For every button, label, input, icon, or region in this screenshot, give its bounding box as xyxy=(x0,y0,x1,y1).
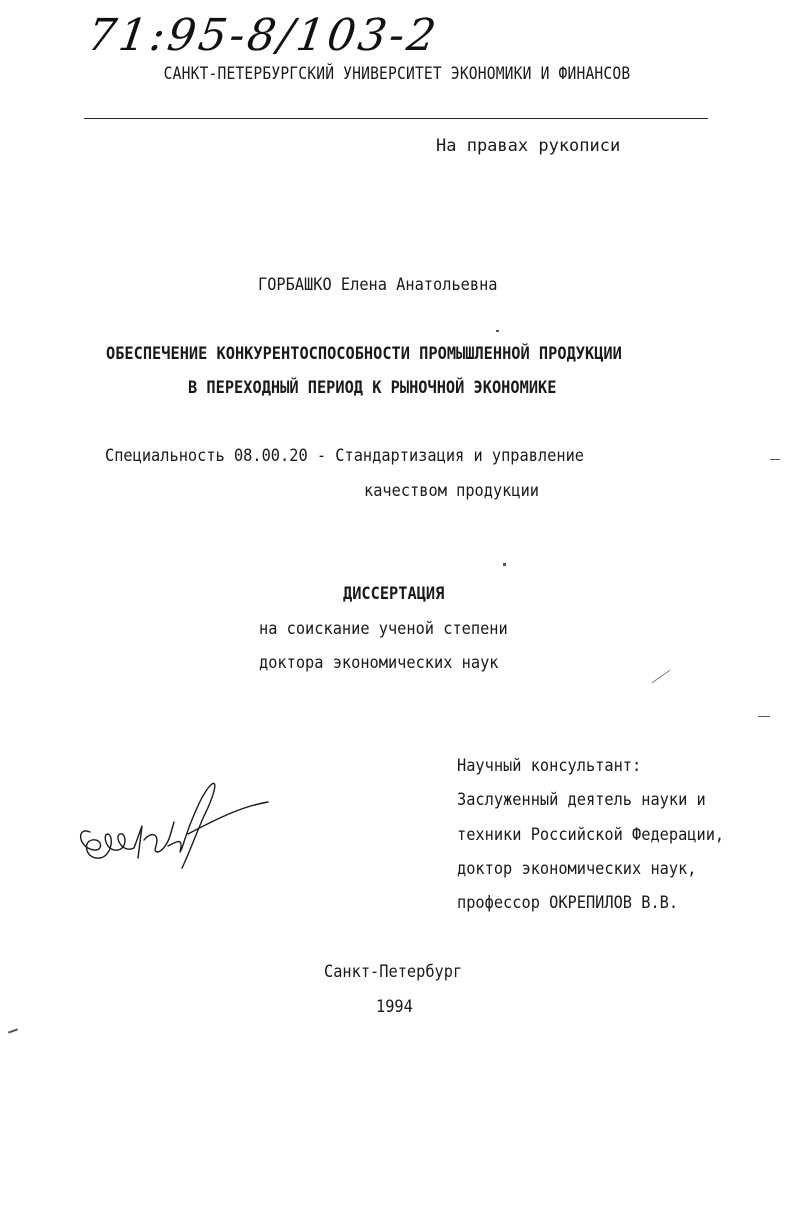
author-signature xyxy=(72,776,272,876)
year: 1994 xyxy=(376,997,413,1017)
consultant-line-4: доктор экономических наук, xyxy=(457,859,697,879)
scan-speck xyxy=(8,1028,18,1033)
title-line-2: В ПЕРЕХОДНЫЙ ПЕРИОД К РЫНОЧНОЙ ЭКОНОМИКЕ xyxy=(188,378,557,398)
rights-note: На правах рукописи xyxy=(436,136,621,156)
specialty-line-1: Специальность 08.00.20 - Стандартизация и управление xyxy=(105,446,584,466)
consultant-label: Научный консультант: xyxy=(457,756,642,776)
dissertation-heading: ДИССЕРТАЦИЯ xyxy=(343,584,445,604)
title-line-1: ОБЕСПЕЧЕНИЕ КОНКУРЕНТОСПОСОБНОСТИ ПРОМЫШЛЕННОЙ ПРОДУКЦИИ xyxy=(106,344,622,364)
scan-speck xyxy=(758,716,770,717)
scan-speck xyxy=(496,330,499,332)
consultant-line-5: профессор ОКРЕПИЛОВ В.В. xyxy=(457,893,679,913)
dissertation-line-2: доктора экономических наук xyxy=(259,653,499,673)
specialty-line-2: качеством продукции xyxy=(364,481,540,501)
dissertation-line-1: на соискание ученой степени xyxy=(259,619,508,639)
header-divider xyxy=(84,118,708,119)
university-name: САНКТ-ПЕТЕРБУРГСКИЙ УНИВЕРСИТЕТ ЭКОНОМИКИ И ФИНАНСОВ xyxy=(163,64,631,84)
scan-speck xyxy=(652,670,671,683)
handwritten-code: 71:95-8/103-2 xyxy=(84,10,442,61)
author-name: ГОРБАШКО Елена Анатольевна xyxy=(258,275,498,295)
scan-speck xyxy=(770,459,780,460)
city: Санкт-Петербург xyxy=(324,962,463,982)
scan-speck xyxy=(503,563,506,566)
consultant-line-3: техники Российской Федерации, xyxy=(457,825,725,845)
consultant-line-2: Заслуженный деятель науки и xyxy=(457,790,706,810)
